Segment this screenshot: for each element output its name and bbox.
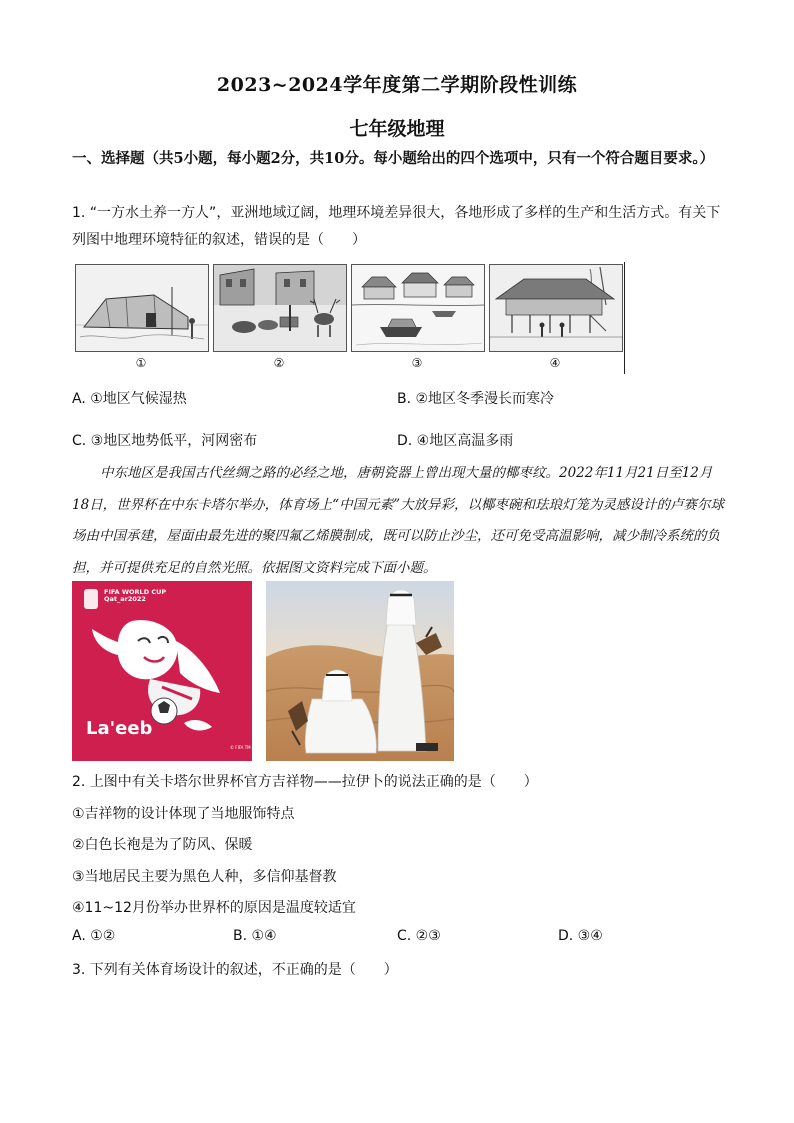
- question-1-option-c[interactable]: C. ③地区地势低平，河网密布: [72, 433, 258, 449]
- question-2-option-c[interactable]: C. ②③: [397, 928, 441, 944]
- question-1-stem: 1. “一方水土养一方人”，亚洲地域辽阔，地理环境差异很大，各地形成了多样的生产和生活方式。有关下列图中地理环境特征的叙述，错误的是（ ）: [72, 205, 721, 248]
- section-heading: 一、选择题（共5小题，每小题2分，共10分。每小题给出的四个选项中，只有一个符合题目要求。）: [72, 150, 715, 167]
- figure-3-waterside-village-sketch: [351, 264, 485, 352]
- desert-falconers-photo: [266, 581, 454, 761]
- brand-line-1: FIFA WORLD CUP: [104, 588, 167, 596]
- figure-4-label: ④: [549, 356, 561, 370]
- question-1-option-b[interactable]: B. ②地区冬季漫长而寒冷: [397, 391, 555, 407]
- question-2-statement-1: ①吉祥物的设计体现了当地服饰特点: [72, 806, 295, 822]
- figure-3-label: ③: [411, 356, 423, 370]
- question-1-option-d[interactable]: D. ④地区高温多雨: [397, 433, 514, 449]
- question-2-option-d[interactable]: D. ③④: [558, 928, 603, 944]
- svg-text:© FIFA TM: © FIFA TM: [230, 745, 251, 750]
- question-2-stem: 2. 上图中有关卡塔尔世界杯官方吉祥物——拉伊卜的说法正确的是（ ）: [72, 774, 538, 790]
- exam-subtitle: 七年级地理: [349, 118, 445, 140]
- mascot-name: La'eeb: [86, 718, 153, 739]
- question-1-figures: [72, 262, 625, 374]
- figure-2-reindeer-sketch: [213, 264, 347, 352]
- figure-4-stilt-house-sketch: [489, 264, 623, 352]
- figure-2-label: ②: [273, 356, 285, 370]
- question-2-option-b[interactable]: B. ①④: [233, 928, 277, 944]
- reading-passage: 中东地区是我国古代丝绸之路的必经之地，唐朝瓷器上曾出现大量的椰枣纹。2022年11月21日至12月18日，世界杯在中东卡塔尔举办，体育场上“中国元素”大放异彩，以椰枣碗和珐琅灯笼为灵感设计的卢赛尔球场由中国承建，屋面由最先进的聚四氟乙烯膜制成，既可以防止沙尘，还可免受高温影响，减少制冷系统的负担，并可提供充足的自然光照。依据图文资料完成下面小题。: [72, 465, 724, 576]
- question-1-option-a[interactable]: A. ①地区气候湿热: [72, 391, 187, 407]
- brand-line-2: Qat_ar2022: [104, 595, 146, 603]
- exam-title: 2023~2024学年度第二学期阶段性训练: [216, 74, 578, 96]
- figure-1-yurt-sketch: [75, 264, 209, 352]
- question-2-statement-2: ②白色长袍是为了防风、保暖: [72, 837, 253, 853]
- mascot-brand-text: [88, 589, 166, 603]
- mascot-image: [72, 581, 252, 761]
- question-2-statement-3: ③当地居民主要为黑色人种，多信仰基督教: [72, 869, 337, 885]
- question-2-statement-4: ④11~12月份举办世界杯的原因是温度较适宜: [72, 900, 356, 916]
- question-2-option-a[interactable]: A. ①②: [72, 928, 116, 944]
- figure-1-label: ①: [135, 356, 147, 370]
- question-3-stem: 3. 下列有关体育场设计的叙述，不正确的是（ ）: [72, 962, 398, 978]
